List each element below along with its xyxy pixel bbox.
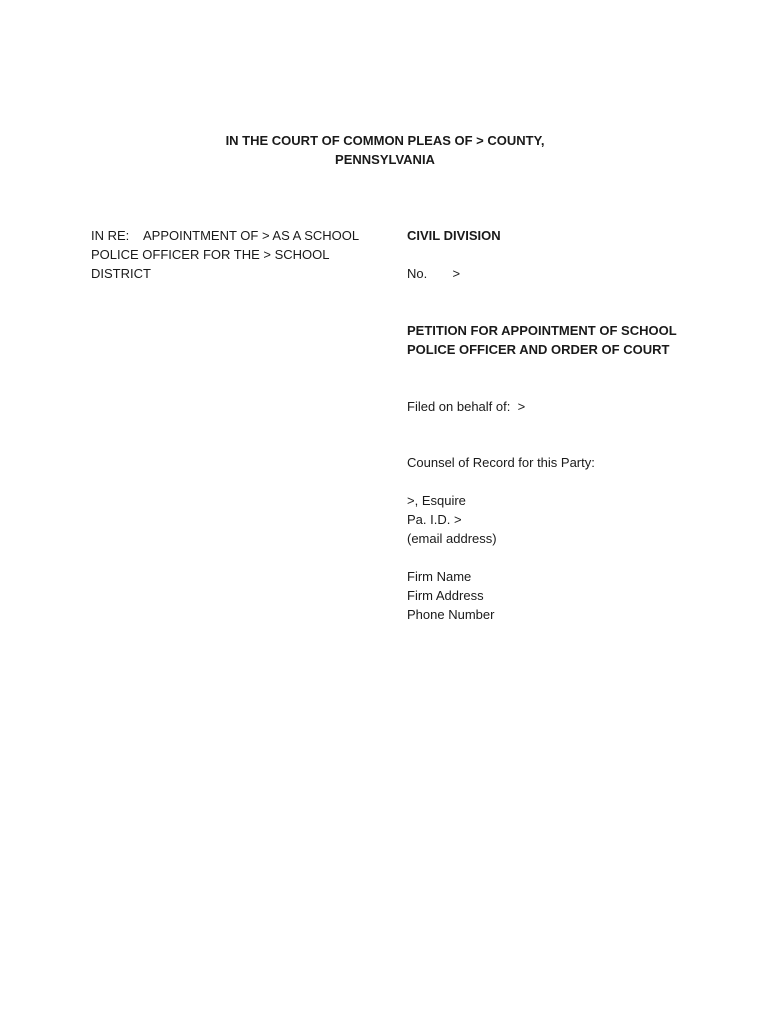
court-header <box>0 131 770 169</box>
counsel-label: Counsel of Record for this Party: <box>407 455 595 470</box>
firm-info <box>407 567 494 624</box>
counsel-info <box>407 491 497 548</box>
firm-name: Firm Name <box>407 569 472 584</box>
counsel-id: Pa. I.D. > <box>407 512 462 527</box>
filed-on-behalf: Filed on behalf of: > <box>407 399 526 414</box>
caption-line-1: IN RE: APPOINTMENT OF > AS A SCHOOL <box>91 228 360 243</box>
firm-phone: Phone Number <box>407 607 495 622</box>
caption-line-2: POLICE OFFICER FOR THE > SCHOOL <box>91 247 330 262</box>
document-title <box>407 321 677 359</box>
document-title-line-2: POLICE OFFICER AND ORDER OF COURT <box>407 342 670 357</box>
civil-division-label: CIVIL DIVISION <box>407 228 501 243</box>
counsel-email: (email address) <box>407 531 497 546</box>
firm-address: Firm Address <box>407 588 484 603</box>
court-header-line-2: PENNSYLVANIA <box>335 152 435 167</box>
case-caption <box>91 226 371 283</box>
caption-line-3: DISTRICT <box>91 266 151 281</box>
docket-number: No. > <box>407 266 461 281</box>
court-header-line-1: IN THE COURT OF COMMON PLEAS OF > COUNTY, <box>225 133 545 148</box>
counsel-name: >, Esquire <box>407 493 466 508</box>
document-title-line-1: PETITION FOR APPOINTMENT OF SCHOOL <box>407 323 677 338</box>
